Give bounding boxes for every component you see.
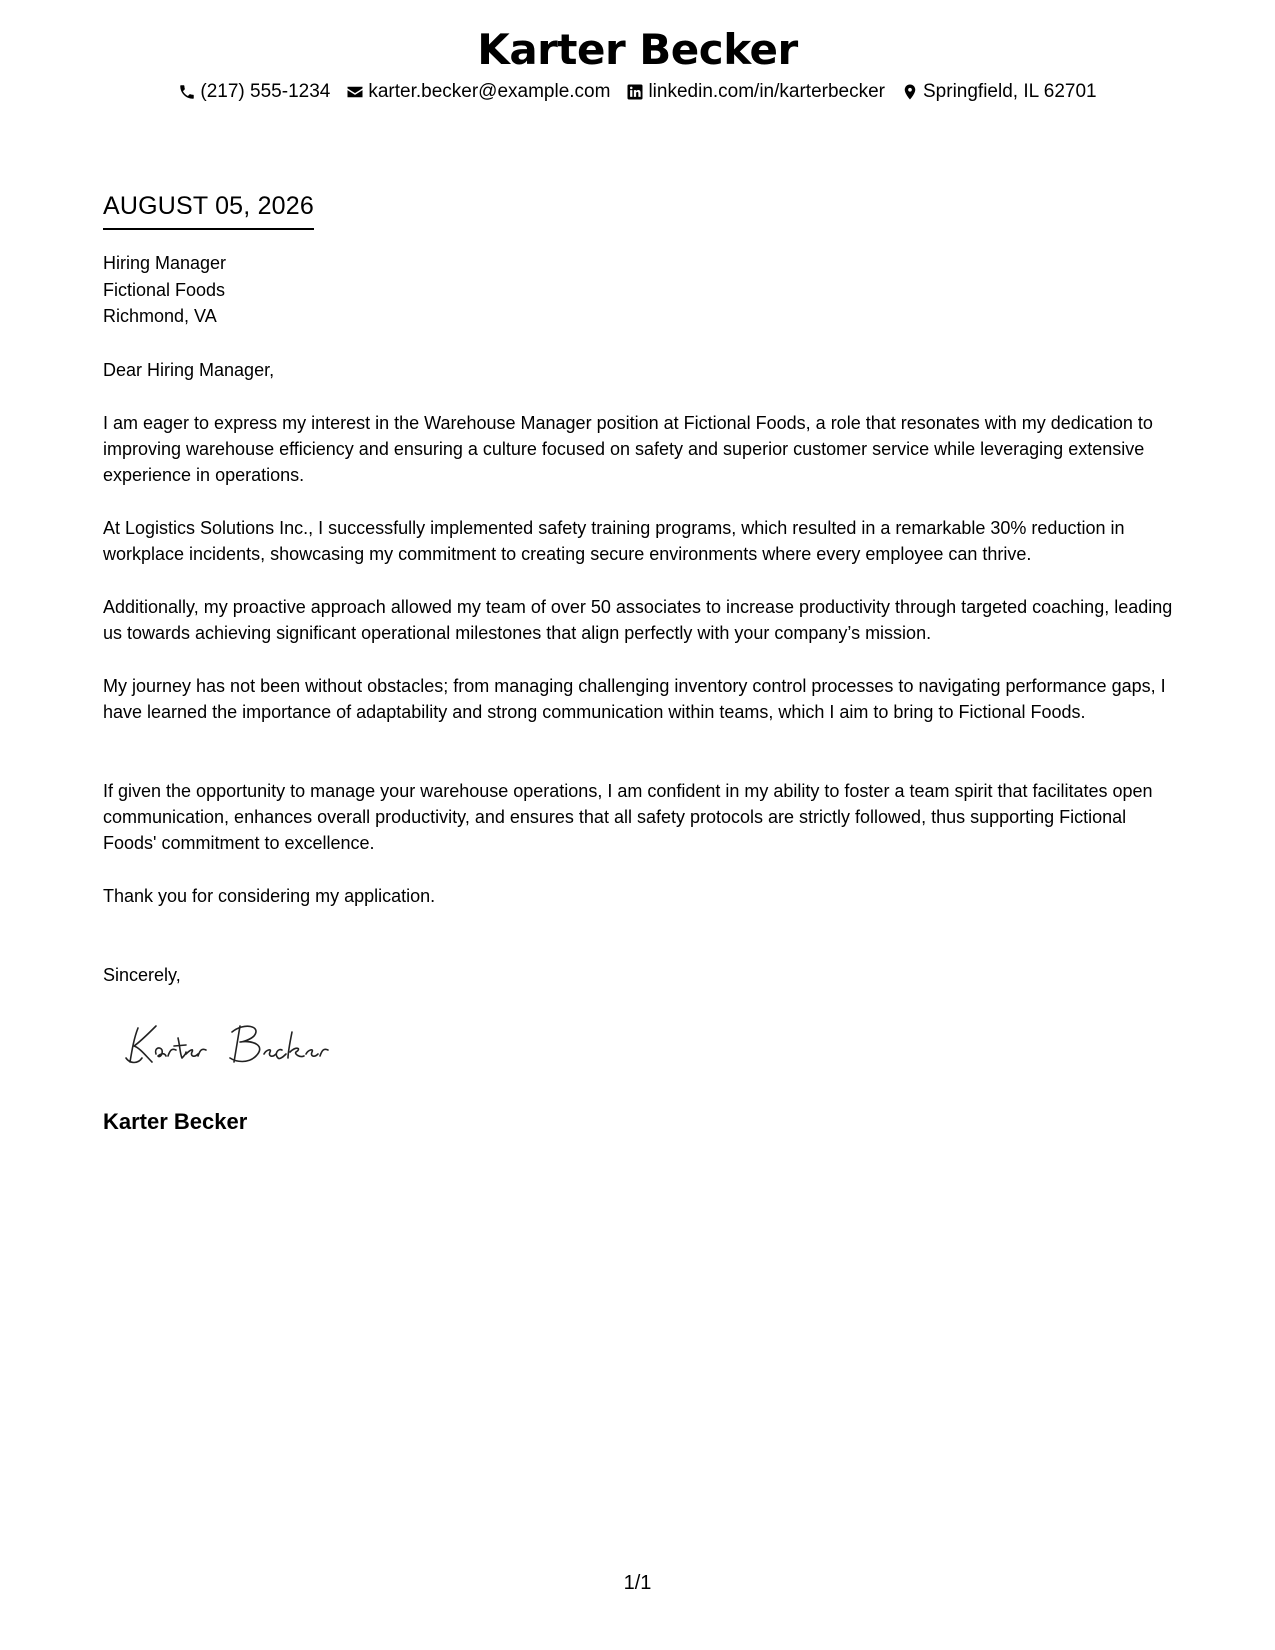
salutation: Dear Hiring Manager, (103, 360, 275, 380)
contact-phone (178, 80, 330, 104)
body-paragraph: Additionally, my proactive approach allowed my team of over 50 associates to increase productivity through targeted coaching, leading us towards achieving significant operational milestones that align perfectly with your company’s mission. (103, 597, 1173, 643)
contact-email[interactable] (346, 80, 610, 104)
recipient-title: Hiring Manager (103, 253, 227, 273)
recipient-block (103, 250, 1183, 330)
contact-location (901, 80, 1097, 104)
map-pin-icon (901, 83, 919, 101)
closing-sentence: Thank you for considering my application. (103, 886, 436, 906)
phone-text: (217) 555-1234 (200, 81, 331, 102)
sender-name: Karter Becker (477, 25, 798, 74)
linkedin-icon (626, 83, 644, 101)
handwritten-signature (120, 1018, 350, 1068)
linkedin-text: linkedin.com/in/karterbecker (648, 81, 885, 102)
body-paragraph: My journey has not been without obstacles; from managing challenging inventory control processes to navigating performance gaps, I have learned the importance of adaptability and strong communication within teams, which I aim to bring to Fictional Foods. (103, 676, 1166, 722)
letter-date: AUGUST 05, 2026 (103, 190, 314, 230)
envelope-icon (346, 83, 364, 101)
body-paragraph: If given the opportunity to manage your warehouse operations, I am confident in my ability to foster a team spirit that facilitates open communication, enhances overall productivity, and ensures that all safety protocols are strictly followed, thus supporting Fictional Foods' commitment to excellence. (103, 781, 1153, 853)
body-paragraph: I am eager to express my interest in the Warehouse Manager position at Fictional Foods, a role that resonates with my dedication to improving warehouse efficiency and ensuring a culture focused on safety and superior customer service while leveraging extensive experience in operations. (103, 413, 1153, 485)
body-paragraph: At Logistics Solutions Inc., I successfully implemented safety training programs, which resulted in a remarkable 30% reduction in workplace incidents, showcasing my commitment to creating secure environments where every employee can thrive. (103, 518, 1125, 564)
valediction: Sincerely, (103, 965, 181, 985)
phone-icon (178, 83, 196, 101)
contact-linkedin[interactable] (626, 80, 885, 104)
contact-bar (0, 80, 1275, 104)
recipient-company: Fictional Foods (103, 279, 226, 300)
email-text: karter.becker@example.com (368, 81, 611, 102)
recipient-location: Richmond, VA (103, 306, 217, 326)
page-number: 1/1 (623, 1572, 652, 1594)
signer-name: Karter Becker (103, 1109, 248, 1134)
location-text: Springfield, IL 62701 (923, 81, 1097, 102)
